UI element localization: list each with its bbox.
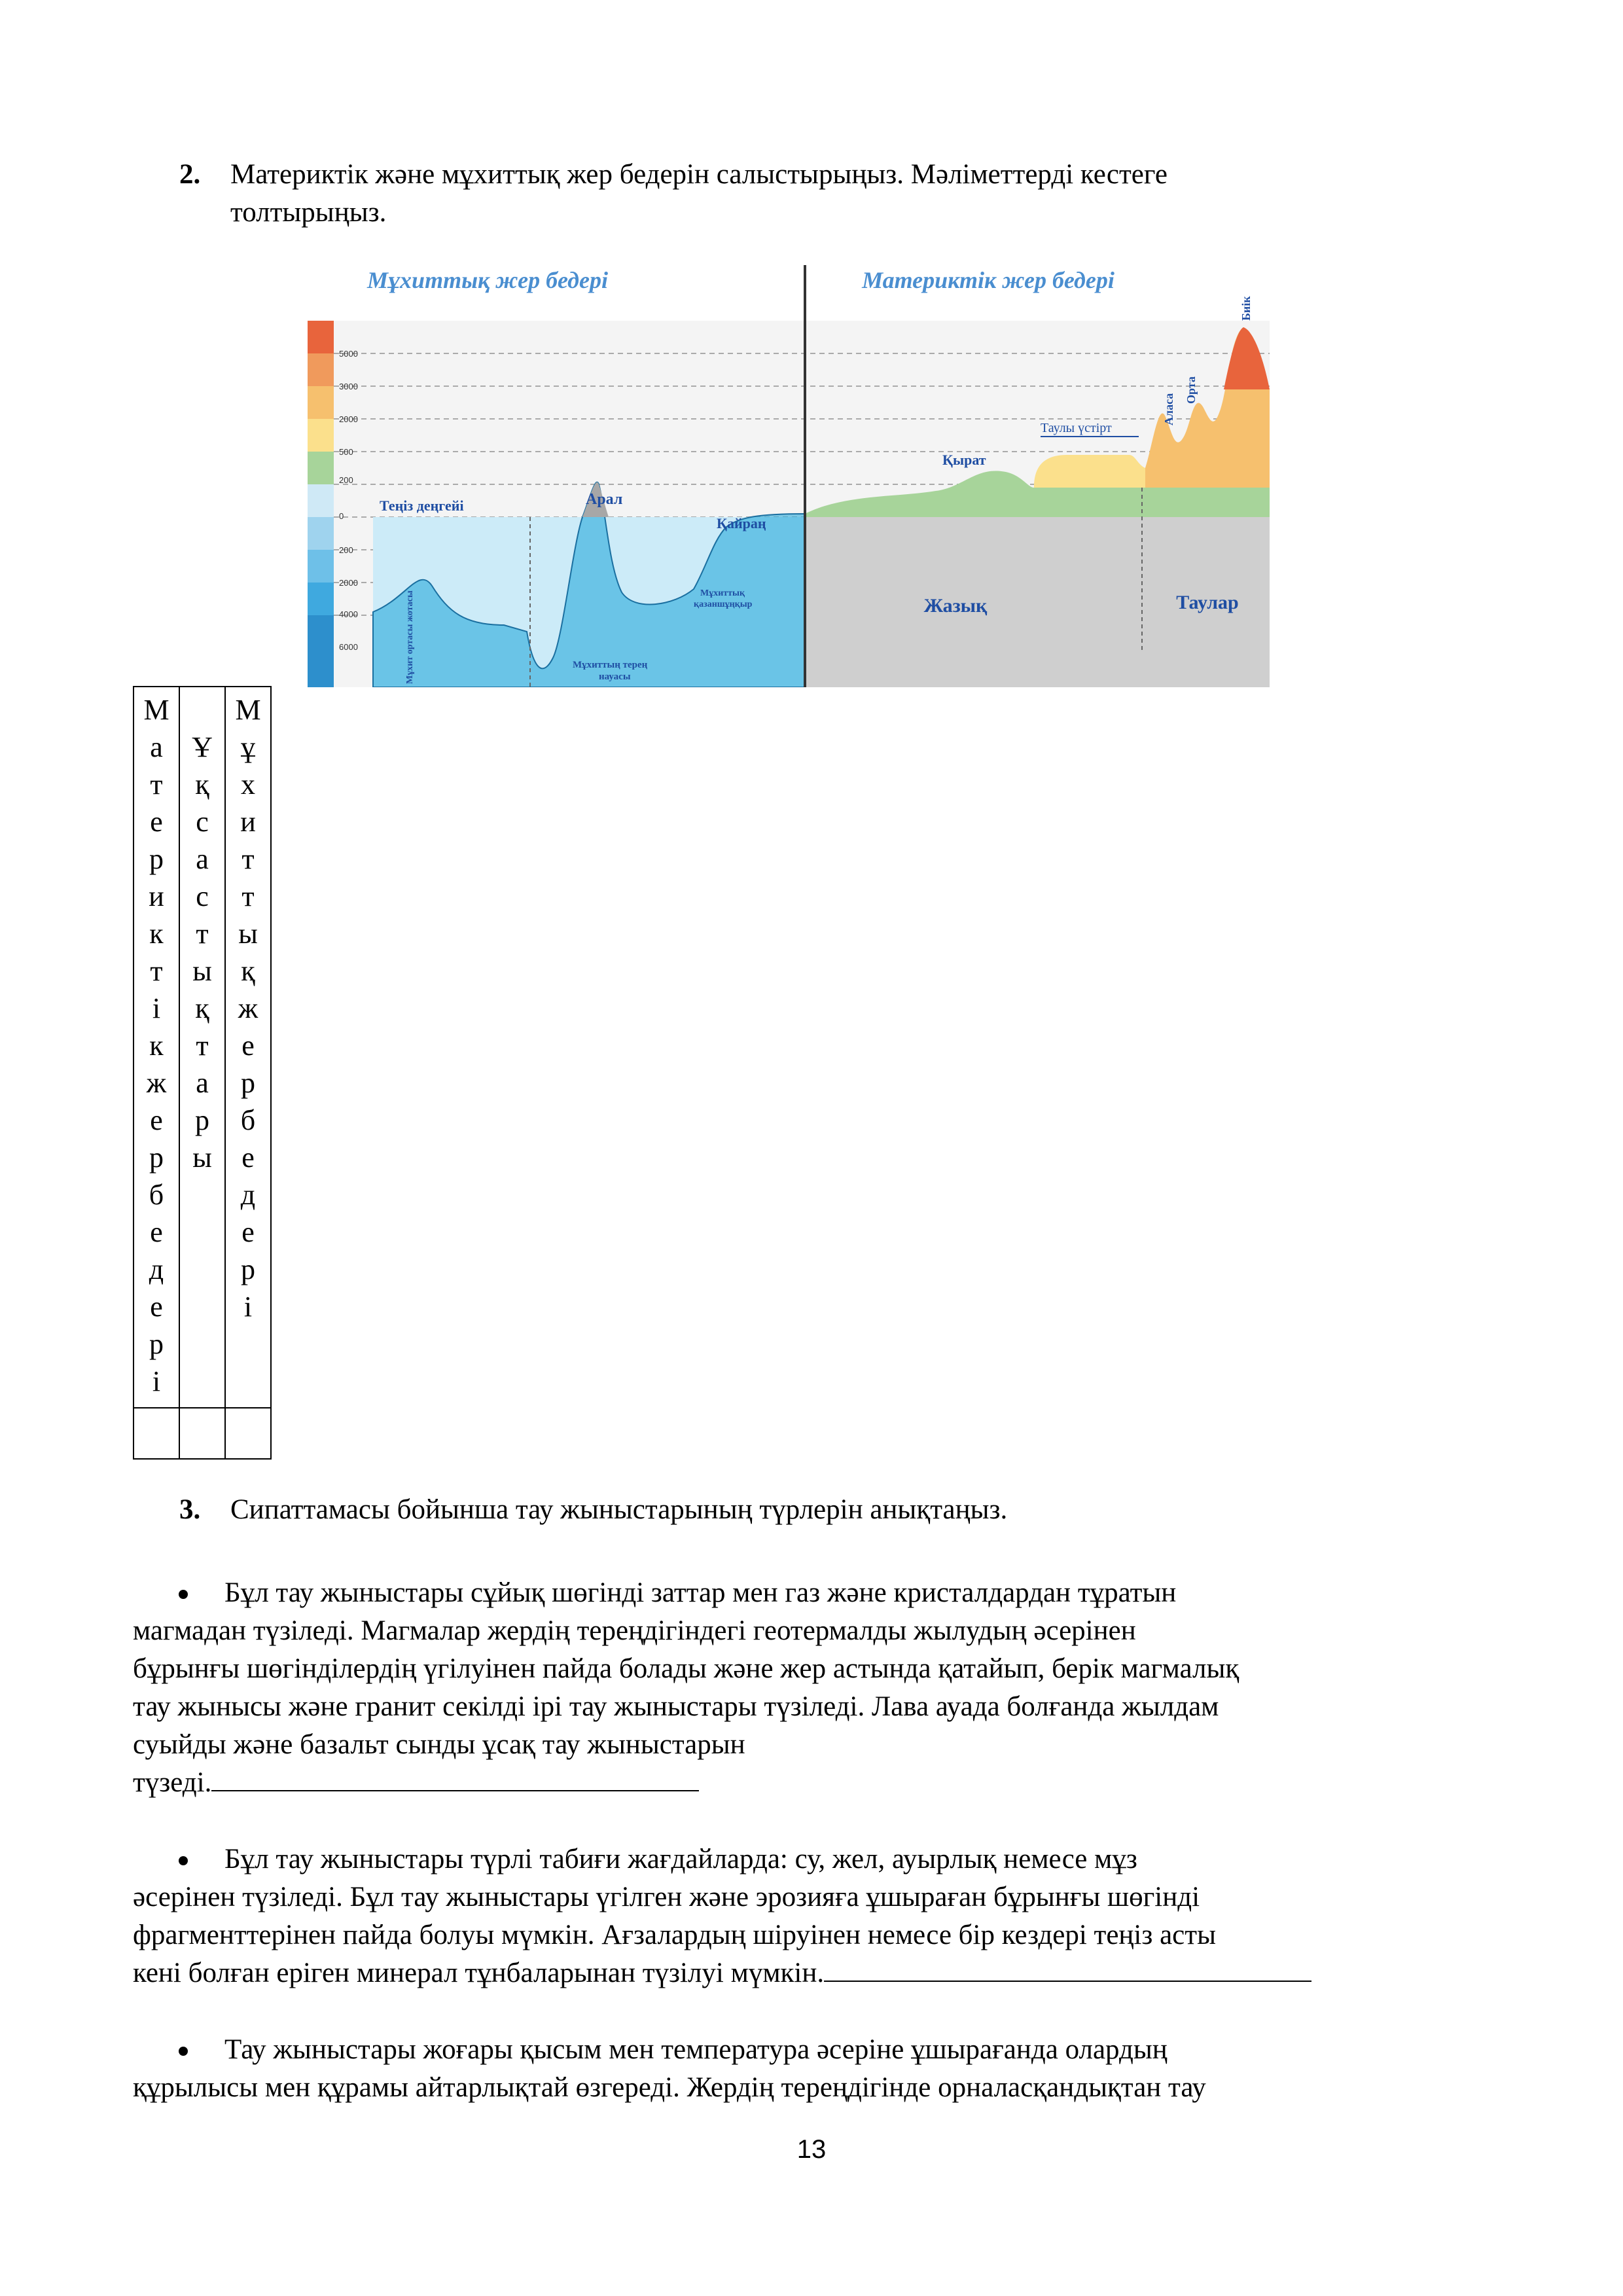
ocean-relief-title: Мұхиттық жер бедері bbox=[367, 267, 608, 293]
bullet-text: Бұл тау жыныстары сұйық шөгінді заттар мен газ және кристалдардан тұратын магмадан түзіледі. Магмалар жердің тереңдігіндегі геотермалды жылудың әсерінен бұрынғы шөгінділердің үгілуінен пайда болады және жер астында қатайып, берік магмалық тау жынысы және гранит секілді ірі тау жыныстары түзіледі. Лава ауада болғанда жылдам суыйды және базальт сынды ұсақ тау жыныстарын түзеді. bbox=[133, 1577, 1240, 1798]
header-letter: е bbox=[150, 1216, 163, 1248]
header-letter: і bbox=[152, 992, 161, 1024]
hill-label: Қырат bbox=[942, 452, 986, 468]
header-letter: т bbox=[241, 843, 255, 875]
bullet-icon bbox=[179, 1590, 188, 1599]
header-letter: к bbox=[149, 918, 164, 950]
header-letter: с bbox=[196, 806, 209, 838]
header-letter: а bbox=[196, 1067, 209, 1099]
header-letter: е bbox=[241, 1141, 255, 1174]
answer-cell-continental[interactable] bbox=[134, 1408, 179, 1459]
bullet-text: Бұл тау жыныстары түрлі табиғи жағдайларда: су, жел, ауырлық немесе мұз әсерінен түзіледі. Бұл тау жыныстары үгілген және эрозияға ұшыраған бұрынғы шөгінді фрагменттерінен пайда болуы мүмкін. Ағзалардың шіруінен немесе бір кездері теңіз асты кені болған еріген минерал тұнбаларынан түзілуі мүмкін. bbox=[133, 1844, 1216, 1988]
header-letter: ы bbox=[238, 918, 258, 950]
page-number: 13 bbox=[796, 2135, 827, 2164]
trench-label: Мұхиттың терең науасы bbox=[573, 660, 648, 682]
header-letter: т bbox=[196, 1030, 209, 1062]
bullet-item bbox=[133, 1840, 1455, 1992]
relief-profile-diagram bbox=[308, 259, 1270, 687]
bullet-icon bbox=[179, 1856, 188, 1865]
task-text: Сипаттамасы бойынша тау жыныстарының түрлерін анықтаңыз. bbox=[230, 1494, 1008, 1525]
header-letter: р bbox=[149, 1141, 164, 1174]
scale-value: 6000 bbox=[339, 642, 358, 652]
header-letter: е bbox=[241, 1030, 255, 1062]
column-header-continental bbox=[134, 687, 179, 1408]
scale-value: 3000 bbox=[339, 382, 358, 391]
header-letter: т bbox=[196, 918, 209, 950]
column-header-similarities bbox=[179, 687, 225, 1408]
scale-value: 200 bbox=[339, 545, 353, 555]
plain-label: Жазық bbox=[923, 595, 988, 617]
header-letter: б bbox=[240, 1104, 256, 1136]
header-letter: р bbox=[149, 843, 164, 875]
header-letter: і bbox=[243, 1291, 253, 1323]
header-letter: М bbox=[235, 694, 261, 726]
relief-profile-figure bbox=[308, 259, 1270, 687]
header-letter: е bbox=[150, 806, 163, 838]
header-letter: е bbox=[150, 1291, 163, 1323]
header-letter: ж bbox=[238, 992, 259, 1024]
header-letter: д bbox=[149, 1253, 164, 1285]
scale-value: 5000 bbox=[339, 349, 358, 359]
header-letter: Ұ bbox=[192, 731, 213, 763]
header-letter: қ bbox=[241, 955, 255, 987]
continental-relief-title: Материктік жер бедері bbox=[862, 267, 1115, 293]
scale-value: 2000 bbox=[339, 578, 358, 588]
sea-level-label: Теңіз деңгейі bbox=[380, 497, 464, 514]
header-letter: к bbox=[149, 1030, 164, 1062]
header-letter: р bbox=[241, 1067, 255, 1099]
header-letter: р bbox=[241, 1253, 255, 1285]
header-letter: и bbox=[240, 806, 256, 838]
bullet-text: Тау жыныстары жоғары қысым мен температура әсеріне ұшырағанда олардың құрылысы мен құрамы айтарлықтай өзгереді. Жердің тереңдігінде орналасқандықтан тау bbox=[133, 2034, 1206, 2103]
header-letter: М bbox=[143, 694, 169, 726]
vertical-header-text bbox=[180, 687, 224, 1176]
task-number: 3. bbox=[179, 1494, 201, 1525]
basin-label: Мұхиттық қазаншұңқыр bbox=[694, 588, 753, 609]
vertical-header-text bbox=[134, 687, 179, 1400]
header-letter: ы bbox=[192, 1141, 212, 1174]
header-letter: е bbox=[150, 1104, 163, 1136]
island-label: Арал bbox=[586, 491, 623, 508]
task-text: Материктік және мұхиттық жер бедерін салыстырыңыз. Мәліметтерді кестеге толтырыңыз. bbox=[230, 159, 1168, 228]
header-letter: с bbox=[196, 880, 209, 912]
plateau-label: Таулы үстірт bbox=[1041, 421, 1112, 435]
vertical-header-text bbox=[226, 687, 270, 1325]
bullet-item bbox=[133, 1574, 1455, 1802]
header-letter: қ bbox=[195, 992, 209, 1024]
header-letter: и bbox=[149, 880, 164, 912]
bullet-icon bbox=[179, 2047, 188, 2056]
scale-value: 4000 bbox=[339, 609, 358, 619]
header-letter: б bbox=[149, 1179, 164, 1211]
ridge-label: Мұхит ортасы жотасы bbox=[405, 590, 415, 684]
answer-cell-oceanic[interactable] bbox=[225, 1408, 271, 1459]
header-letter: р bbox=[195, 1104, 209, 1136]
answer-blank[interactable] bbox=[824, 1979, 1311, 1982]
header-letter: ұ bbox=[241, 731, 255, 763]
mid-mountains-label: Орта bbox=[1185, 376, 1198, 404]
scale-value: 200 bbox=[339, 475, 353, 485]
header-letter: т bbox=[150, 955, 163, 987]
header-letter: т bbox=[241, 880, 255, 912]
answer-cell-similarities[interactable] bbox=[179, 1408, 225, 1459]
header-letter: а bbox=[196, 843, 209, 875]
high-mountains-label: Биік bbox=[1240, 296, 1253, 321]
header-letter: р bbox=[149, 1328, 164, 1360]
mountains-label: Таулар bbox=[1176, 592, 1239, 613]
header-letter: а bbox=[150, 731, 163, 763]
scale-value: 500 bbox=[339, 447, 353, 457]
scale-value: 0 bbox=[339, 511, 344, 521]
comparison-table bbox=[133, 686, 272, 1460]
header-letter: т bbox=[150, 768, 163, 800]
header-letter: і bbox=[152, 1365, 161, 1397]
header-letter: ы bbox=[192, 955, 212, 987]
column-header-oceanic bbox=[225, 687, 271, 1408]
bullet-item bbox=[133, 2031, 1455, 2107]
scale-value: 2000 bbox=[339, 414, 358, 424]
task-number: 2. bbox=[179, 159, 201, 190]
low-mountains-label: Аласа bbox=[1162, 393, 1175, 425]
header-letter: е bbox=[241, 1216, 255, 1248]
header-letter: қ bbox=[195, 768, 209, 800]
shelf-label: Қайраң bbox=[717, 515, 766, 531]
header-letter: д bbox=[240, 1179, 256, 1211]
answer-blank[interactable] bbox=[211, 1789, 699, 1791]
header-letter: х bbox=[241, 768, 255, 800]
header-letter: ж bbox=[146, 1067, 167, 1099]
